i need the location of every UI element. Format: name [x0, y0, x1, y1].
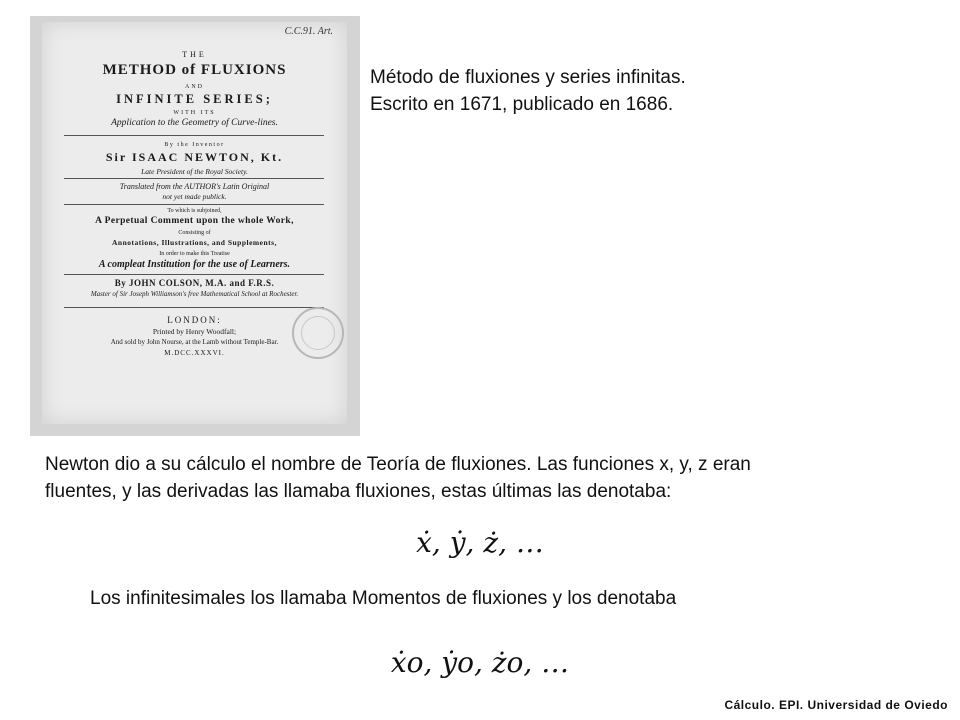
title-page-rule: [64, 204, 324, 205]
title-page-colson: By JOHN COLSON, M.A. and F.R.S.: [114, 278, 275, 288]
moments-paragraph: Los infinitesimales los llamaba Momentos de fluxiones y los denotaba: [90, 588, 677, 609]
title-page-the: THE: [182, 50, 207, 59]
moment-notation: ẋo, ẏo, żo, …: [390, 646, 570, 679]
title-page-and: AND: [185, 84, 204, 90]
caption-line-1: Método de fluxiones y series infinitas.: [370, 67, 686, 88]
title-page-perpetual: A Perpetual Comment upon the whole Work,: [95, 216, 294, 226]
title-page-rule: [64, 307, 324, 308]
title-page-sold: And sold by John Nourse, at the Lamb without Temple-Bar.: [110, 338, 279, 346]
title-page-with: WITH ITS: [173, 110, 216, 116]
title-page-title-line2: INFINITE SERIES;: [116, 92, 273, 106]
title-page-london: LONDON:: [167, 315, 222, 325]
title-page-render: In order to make this Treatise: [159, 251, 230, 257]
caption-line-2: Escrito en 1671, publicado en 1686.: [370, 94, 674, 115]
slide-footer: Cálculo. EPI. Universidad de Oviedo: [724, 698, 948, 712]
title-page-title-line1: METHOD of FLUXIONS: [102, 62, 287, 78]
title-page-consisting: Consisting of: [178, 230, 211, 236]
catalog-note: C.C.91. Art.: [284, 26, 333, 37]
title-page-added: To which is subjoined,: [167, 208, 222, 214]
title-page: [42, 22, 347, 424]
title-page-late: Late President of the Royal Society.: [141, 167, 248, 176]
fluxion-notation: ẋ, ẏ, ż, …: [416, 526, 544, 559]
title-page-rule: [64, 135, 324, 136]
title-page-year: M.DCC.XXXVI.: [164, 349, 225, 357]
title-page-printed: Printed by Henry Woodfall;: [152, 327, 237, 336]
paragraph-line-2: fluentes, y las derivadas las llamaba fluxiones, estas últimas las denotaba:: [45, 481, 672, 502]
library-stamp: [292, 307, 344, 359]
fluxions-paragraph: [45, 451, 915, 505]
title-page-author: Sir ISAAC NEWTON, Kt.: [105, 150, 284, 164]
title-page-rule: [64, 274, 324, 275]
title-page-application: Application to the Geometry of Curve-lines.: [111, 118, 278, 128]
title-page-scan: [30, 16, 360, 436]
title-page-not-yet: not yet made publick.: [162, 192, 227, 201]
image-caption: [370, 64, 686, 118]
title-page-annotations: Annotations, Illustrations, and Supplements,: [112, 238, 277, 247]
title-page-by: By the Inventor: [164, 142, 225, 148]
title-page-institution: A compleat Institution for the use of Learners.: [98, 259, 291, 270]
title-page-translated: Translated from the AUTHOR's Latin Original: [119, 182, 270, 191]
paragraph-line-1: Newton dio a su cálculo el nombre de Teoría de fluxiones. Las funciones x, y, z eran: [45, 454, 751, 475]
title-page-master: Master of Sir Joseph Williamson's free Mathematical School at Rochester.: [90, 290, 299, 298]
title-page-rule: [64, 178, 324, 179]
